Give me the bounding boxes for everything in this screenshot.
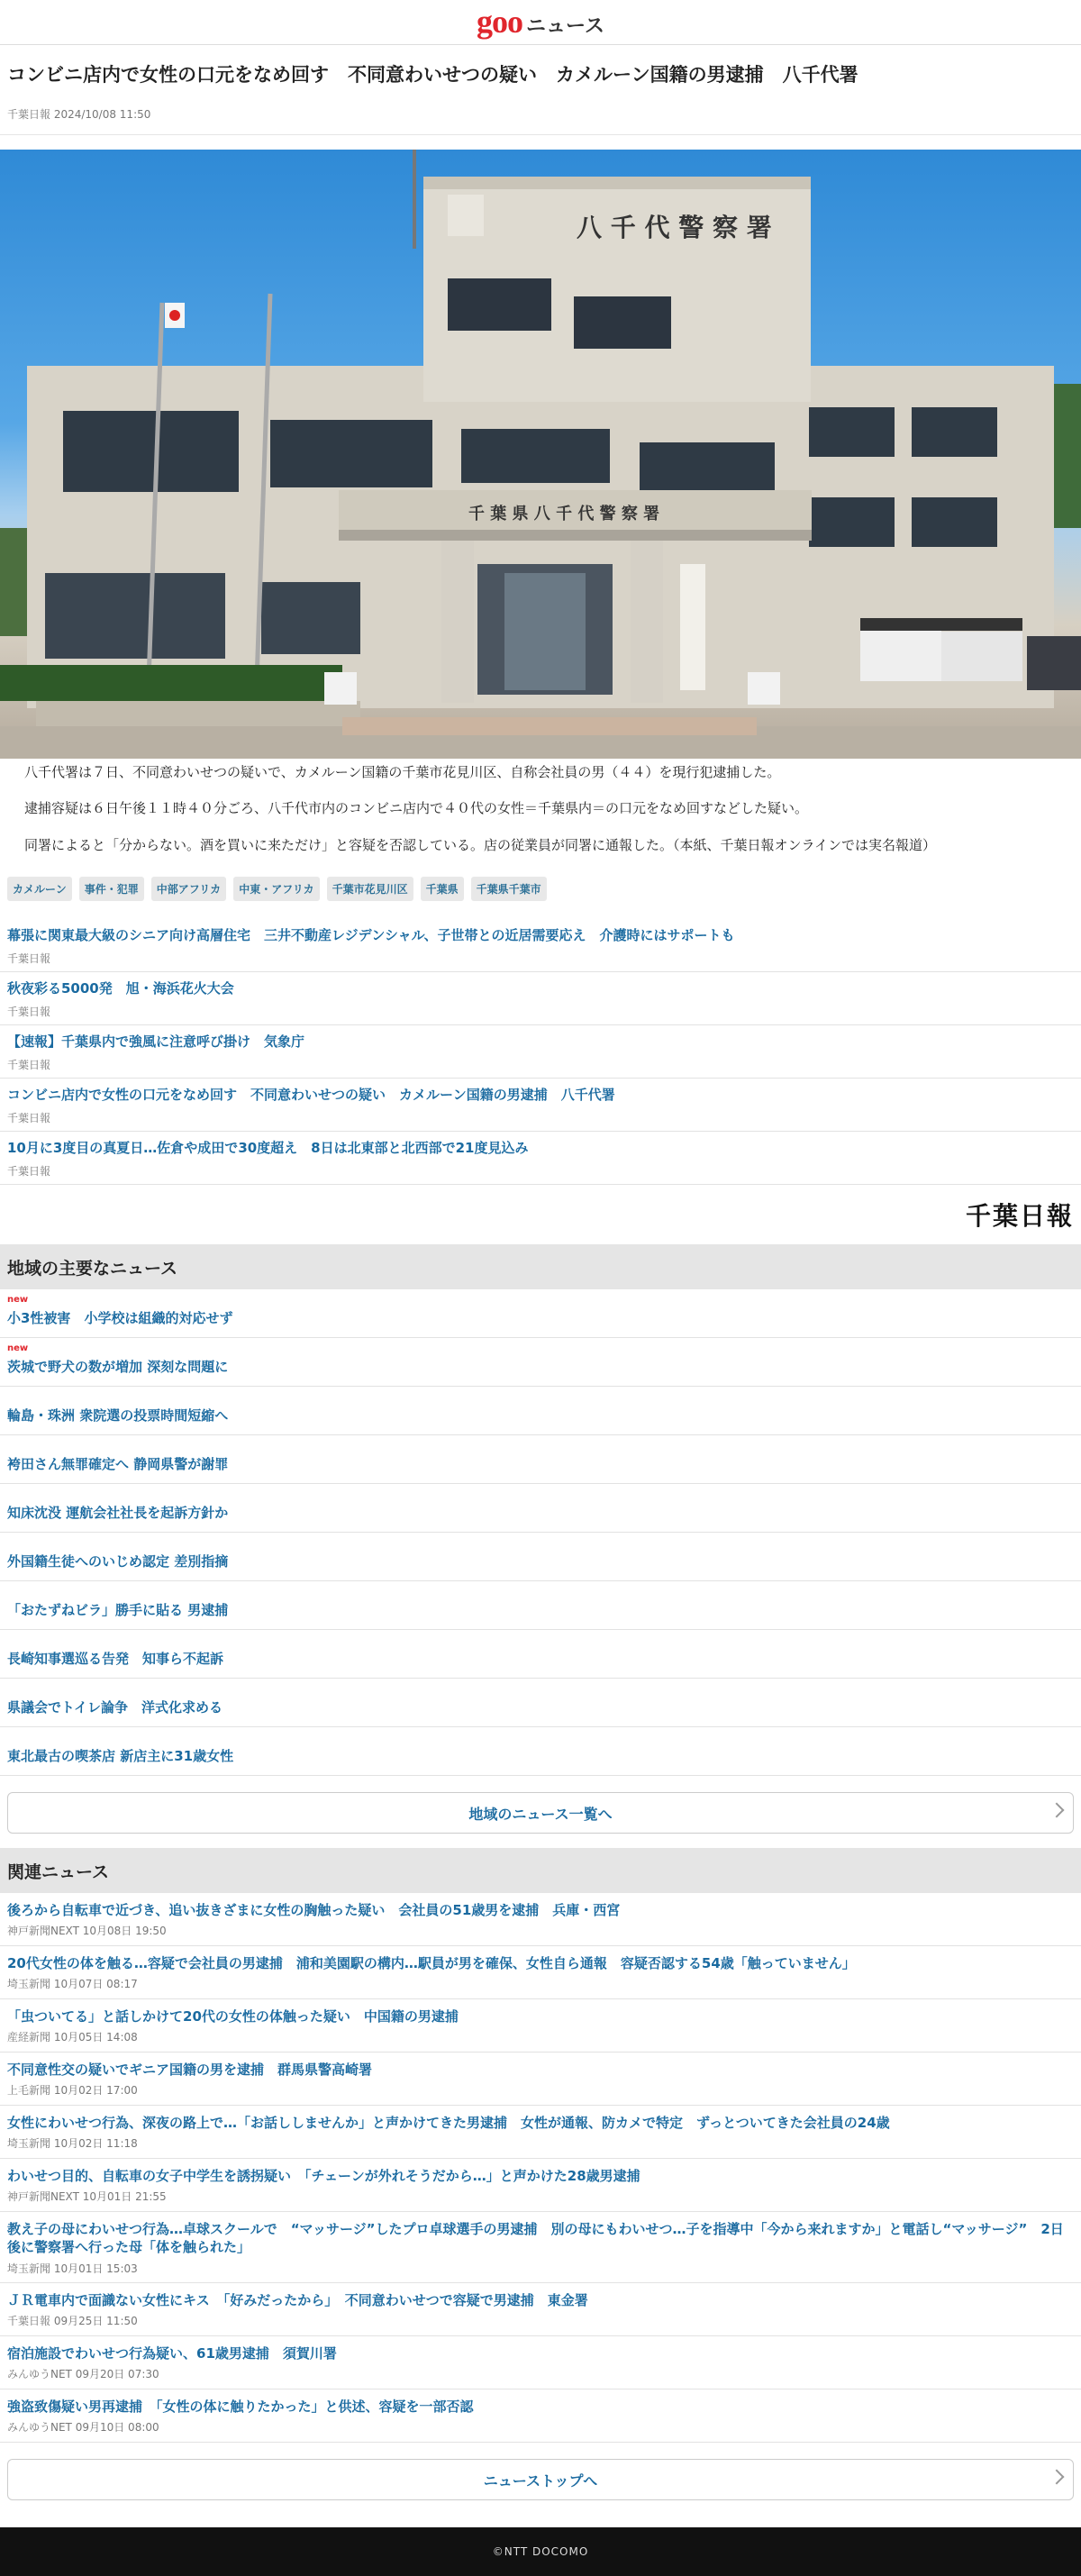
local-news-item[interactable]	[0, 1289, 1081, 1338]
tag-item[interactable]: 中東・アフリカ	[233, 877, 319, 901]
related-news-meta: 上毛新聞 10月02日 17:00	[7, 2084, 138, 2098]
related-news-meta: みんゆうNET 09月20日 07:30	[7, 2368, 159, 2381]
article-title: コンビニ店内で女性の口元をなめ回す 不同意わいせつの疑い カメルーン国籍の男逮捕 八千代署	[7, 64, 858, 86]
publisher-news-item[interactable]	[0, 1025, 1081, 1079]
news-item-source: 千葉日報	[7, 1006, 51, 1018]
local-news-list	[0, 1289, 1081, 1776]
local-news-item[interactable]	[0, 1387, 1081, 1435]
news-top-label: ニューストップへ	[483, 2471, 598, 2490]
local-news-title: 東北最古の喫茶店 新店主に31歳女性	[7, 1748, 234, 1764]
related-news-item[interactable]	[0, 2212, 1081, 2283]
article-paragraph: 逮捕容疑は６日午後１１時４０分ごろ、八千代市内のコンビニ店内で４０代の女性＝千葉県内＝の口元をなめ回すなどした疑い。	[24, 800, 809, 816]
related-news-meta: みんゆうNET 09月10日 08:00	[7, 2421, 159, 2435]
news-item-title: 幕張に関東最大級のシニア向け高層住宅 三井不動産レジデンシャル、子世帯との近居需要応え 介護時にはサポートも	[7, 927, 735, 943]
related-news-title: 女性にわいせつ行為、深夜の路上で…「お話ししませんか」と声かけてきた男逮捕 女性が通報、防カメで特定 ずっとついてきた会社員の24歳	[7, 2115, 890, 2131]
publisher-logo-text: 千葉日報	[965, 1201, 1074, 1231]
entrance-sign: 千 葉 県 八 千 代 警 察 署	[468, 504, 660, 523]
related-news-title: 教え子の母にわいせつ行為…卓球スクールで “マッサージ”したプロ卓球選手の男逮捕 別の母にもわいせつ…子を指導中「今から来れますか」と電話し“マッサージ” 2日後に警察署へ行った母「体を触られた」	[7, 2221, 1064, 2256]
local-news-title: 長崎知事選巡る告発 知事ら不起訴	[7, 1651, 224, 1667]
new-badge: new	[7, 1343, 29, 1353]
local-news-title: 茨城で野犬の数が増加 深刻な問題に	[7, 1359, 229, 1375]
local-news-item[interactable]	[0, 1679, 1081, 1727]
footer	[0, 2527, 1081, 2576]
publisher-news-item[interactable]	[0, 1132, 1081, 1185]
related-news-item[interactable]	[0, 2053, 1081, 2106]
news-item-source: 千葉日報	[7, 1165, 51, 1178]
related-news-list	[0, 1893, 1081, 2443]
publisher-news-item[interactable]	[0, 1079, 1081, 1132]
local-news-item[interactable]	[0, 1630, 1081, 1679]
new-badge: new	[7, 1295, 29, 1305]
local-news-title: 「おたずねビラ」勝手に貼る 男逮捕	[7, 1602, 229, 1618]
tag-item[interactable]: 事件・犯罪	[79, 877, 144, 901]
site-header	[0, 0, 1081, 45]
tag-item[interactable]: カメルーン	[7, 877, 72, 901]
related-news-meta: 産経新聞 10月05日 14:08	[7, 2031, 138, 2044]
news-item-title: コンビニ店内で女性の口元をなめ回す 不同意わいせつの疑い カメルーン国籍の男逮捕 八千代署	[7, 1087, 615, 1103]
logo-news-text: ニュース	[526, 15, 604, 38]
news-item-source: 千葉日報	[7, 1112, 51, 1124]
logo-goo-text: goo	[477, 4, 523, 40]
related-news-meta: 神戸新聞NEXT 10月08日 19:50	[7, 1925, 167, 1938]
publisher-logo[interactable]	[0, 1185, 1081, 1244]
local-news-title: 輪島・珠洲 衆院選の投票時間短縮へ	[7, 1407, 229, 1424]
tag-item[interactable]: 中部アフリカ	[151, 877, 226, 901]
local-news-item[interactable]	[0, 1581, 1081, 1630]
goo-news-logo[interactable]	[477, 5, 604, 39]
article-meta: 千葉日報 2024/10/08 11:50	[7, 107, 151, 121]
local-news-title: 袴田さん無罪確定へ 静岡県警が謝罪	[7, 1456, 229, 1472]
local-news-more-button[interactable]	[7, 1792, 1074, 1834]
chevron-right-icon	[1049, 1803, 1065, 1818]
news-item-source: 千葉日報	[7, 1059, 51, 1071]
local-news-more-label: 地域のニュース一覧へ	[468, 1805, 613, 1823]
related-news-meta: 千葉日報 09月25日 11:50	[7, 2315, 138, 2328]
related-news-item[interactable]	[0, 2106, 1081, 2159]
news-item-title: 10月に3度目の真夏日…佐倉や成田で30度超え 8日は北東部と北西部で21度見込み	[7, 1140, 529, 1156]
tag-item[interactable]: 千葉県千葉市	[471, 877, 547, 901]
article-paragraph: 同署によると「分からない。酒を買いに来ただけ」と容疑を否認している。店の従業員が同署に通報した。（本紙、千葉日報オンラインでは実名報道）	[24, 836, 937, 853]
local-news-item[interactable]	[0, 1338, 1081, 1387]
related-news-title: 「虫ついてる」と話しかけて20代の女性の体触った疑い 中国籍の男逮捕	[7, 2008, 459, 2025]
related-news-item[interactable]	[0, 2389, 1081, 2443]
related-news-title: ＪＲ電車内で面識ない女性にキス 「好みだったから」 不同意わいせつで容疑で男逮捕 東金署	[7, 2292, 588, 2308]
related-news-item[interactable]	[0, 2283, 1081, 2336]
article-paragraph: 八千代署は７日、不同意わいせつの疑いで、カメルーン国籍の千葉市花見川区、自称会社員の男（４４）を現行犯逮捕した。	[24, 763, 781, 780]
local-news-title: 知床沈没 運航会社社長を起訴方針か	[7, 1505, 229, 1521]
related-news-title: 不同意性交の疑いでギニア国籍の男を逮捕 群馬県警高崎署	[7, 2062, 373, 2078]
related-news-title: 20代女性の体を触る…容疑で会社員の男逮捕 浦和美園駅の構内…駅員が男を確保、女性自ら通報 容疑否認する54歳「触っていません」	[7, 1955, 856, 1971]
local-news-heading: 地域の主要なニュース	[0, 1244, 1081, 1289]
article-body	[0, 759, 1081, 856]
publisher-news-list	[0, 919, 1081, 1185]
tag-list	[0, 855, 1081, 901]
related-news-title: 宿泊施設でわいせつ行為疑い、61歳男逮捕 須賀川署	[7, 2345, 337, 2362]
related-news-item[interactable]	[0, 1946, 1081, 1999]
related-news-item[interactable]	[0, 1999, 1081, 2053]
police-station-illustration	[0, 150, 1081, 759]
related-news-meta: 埼玉新聞 10月07日 08:17	[7, 1978, 138, 1991]
local-news-title: 小3性被害 小学校は組織的対応せず	[7, 1310, 233, 1326]
local-news-item[interactable]	[0, 1533, 1081, 1581]
tag-item[interactable]: 千葉市花見川区	[327, 877, 413, 901]
news-item-title: 秋夜彩る5000発 旭・海浜花火大会	[7, 980, 234, 997]
local-news-item[interactable]	[0, 1484, 1081, 1533]
local-news-item[interactable]	[0, 1727, 1081, 1776]
related-news-meta: 埼玉新聞 10月01日 15:03	[7, 2262, 138, 2275]
related-news-item[interactable]	[0, 2159, 1081, 2212]
chevron-right-icon	[1049, 2470, 1065, 2485]
article-photo	[0, 150, 1081, 759]
news-top-button[interactable]	[7, 2459, 1074, 2500]
article-header	[0, 45, 1081, 135]
news-item-source: 千葉日報	[7, 952, 51, 965]
related-news-item[interactable]	[0, 1893, 1081, 1946]
local-news-title: 県議会でトイレ論争 洋式化求める	[7, 1699, 223, 1716]
building-sign: 八 千 代 警 察 署	[577, 212, 772, 242]
related-news-meta: 埼玉新聞 10月02日 11:18	[7, 2137, 138, 2151]
local-news-title: 外国籍生徒へのいじめ認定 差別指摘	[7, 1553, 229, 1570]
tag-item[interactable]: 千葉県	[421, 877, 464, 901]
related-news-title: 強盗致傷疑い男再逮捕 「女性の体に触りたかった」と供述、容疑を一部否認	[7, 2399, 474, 2415]
publisher-news-item[interactable]	[0, 972, 1081, 1025]
related-news-item[interactable]	[0, 2336, 1081, 2389]
local-news-item[interactable]	[0, 1435, 1081, 1484]
related-news-title: わいせつ目的、自転車の女子中学生を誘拐疑い 「チェーンが外れそうだから…」と声かけた28歳男逮捕	[7, 2168, 640, 2184]
publisher-news-item[interactable]	[0, 919, 1081, 972]
copyright-text: ©NTT DOCOMO	[492, 2545, 589, 2558]
news-item-title: 【速報】千葉県内で強風に注意呼び掛け 気象庁	[7, 1033, 305, 1050]
related-news-title: 後ろから自転車で近づき、追い抜きざまに女性の胸触った疑い 会社員の51歳男を逮捕 兵庫・西宮	[7, 1902, 621, 1918]
related-news-meta: 神戸新聞NEXT 10月01日 21:55	[7, 2190, 167, 2204]
related-news-heading: 関連ニュース	[0, 1848, 1081, 1893]
